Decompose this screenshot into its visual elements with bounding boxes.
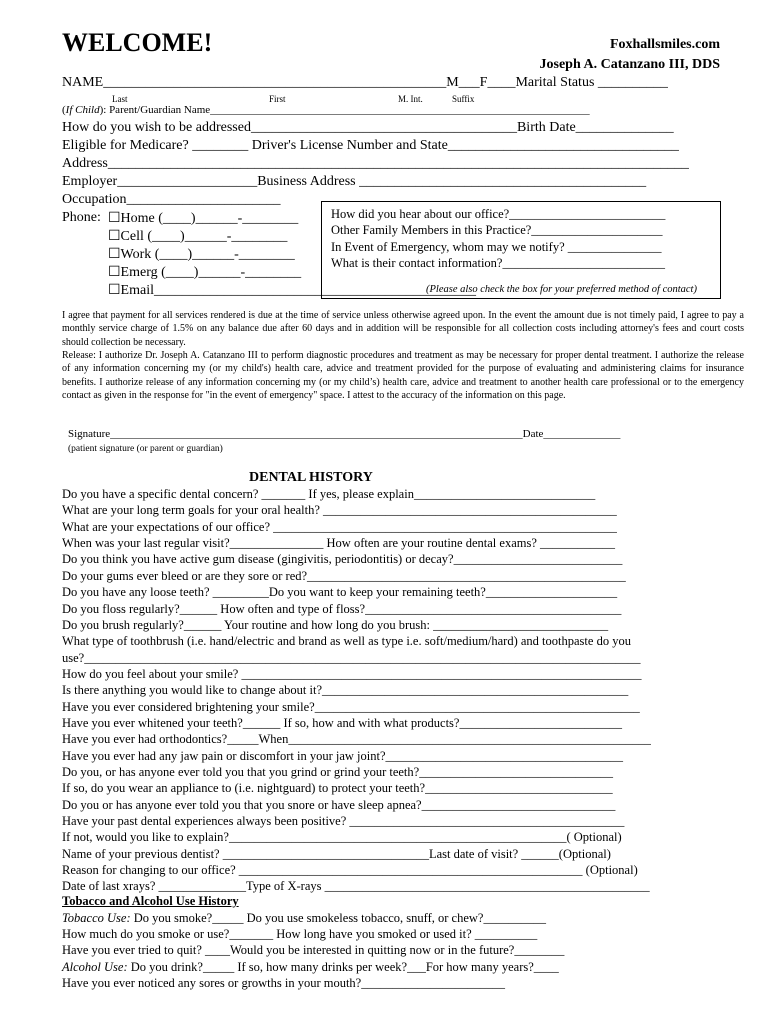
website-link[interactable]: Foxhallsmiles.com: [609, 37, 720, 52]
dental-question[interactable]: What are your expectations of our office? _______________________________________________________: [62, 519, 617, 534]
dental-question[interactable]: Reason for changing to our office? _______________________________________________________ (Optional): [62, 863, 638, 877]
name-sub-suffix: Suffix: [452, 94, 475, 104]
occupation-field[interactable]: Occupation______________________: [62, 192, 281, 207]
tobacco-question-text: Do you smoke?_____ Do you use smokeless tobacco, snuff, or chew?__________: [130, 911, 546, 925]
dental-question[interactable]: Have you ever whitened your teeth?______ If so, how and with what products?__________________________: [62, 715, 622, 730]
medicare-field[interactable]: Eligible for Medicare? ________ Driver's License Number and State_________________________________: [62, 138, 679, 153]
dental-question[interactable]: Name of your previous dentist? _________________________________Last date of visit? ______(Optional): [62, 846, 611, 861]
name-sub-first: First: [269, 94, 286, 104]
dental-question[interactable]: What type of toothbrush (i.e. hand/electric and brand as well as type i.e. soft/medium/hard) and toothpaste do you: [62, 634, 631, 649]
name-sub-last: Last: [112, 94, 128, 104]
mouth-sores-question[interactable]: Have you ever noticed any sores or growths in your mouth?_______________________: [62, 976, 505, 990]
payment-agreement: I agree that payment for all services rendered is due at the time of service unless otherwise agreed upon. In the event the amount due is not timely paid, I agree to pay a monthly service charge of 1.5% on any balance due after 60 days and in addition will be responsible for all collection costs including attorney's fees and court costs should collection be necessary.: [62, 310, 744, 348]
dental-question[interactable]: Is there anything you would like to change about it?_________________________________________________: [62, 683, 629, 698]
smoke-amount-question[interactable]: How much do you smoke or use?_______ How long have you smoked or used it? __________: [62, 927, 538, 941]
address-field[interactable]: Address___________________________________________________________________________________: [62, 156, 689, 171]
phone-work[interactable]: ☐Work (____)______-________: [108, 247, 295, 262]
dental-question[interactable]: Do you or has anyone ever told you that you snore or have sleep apnea?_______________________________: [62, 797, 616, 812]
tobacco-alcohol-title: Tobacco and Alcohol Use History: [62, 894, 239, 908]
parent-guardian-line: ): Parent/Guardian Name_____________________________________________________________________: [99, 104, 590, 116]
emergency-contact-question[interactable]: In Event of Emergency, whom may we notify? _______________: [331, 240, 662, 254]
phone-home[interactable]: ☐Home (____)______-________: [108, 211, 299, 226]
dental-question[interactable]: How do you feel about your smile? ________________________________________________________________: [62, 666, 642, 681]
dental-question[interactable]: use?_________________________________________________________________________________________: [62, 650, 641, 665]
alcohol-label: Alcohol Use:: [62, 960, 128, 974]
dental-question[interactable]: Have you ever considered brightening your smile?____________________________________________________: [62, 699, 640, 714]
signature-field[interactable]: Signature___________________________________________________________________________Date______________: [68, 428, 621, 440]
employer-field[interactable]: Employer____________________Business Address _________________________________________: [62, 174, 647, 189]
addressed-field[interactable]: How do you wish to be addressed______________________________________Birth Date______________: [62, 120, 674, 135]
referral-question[interactable]: How did you hear about our office?_________________________: [331, 207, 666, 221]
dental-question[interactable]: When was your last regular visit?_______________ How often are your routine dental exams? ____________: [62, 536, 615, 550]
dental-question[interactable]: Date of last xrays? ______________Type of X-rays ____________________________________________________: [62, 879, 650, 894]
name-sub-mint: M. Int.: [398, 94, 423, 104]
tobacco-label: Tobacco Use:: [62, 911, 131, 925]
quit-question[interactable]: Have you ever tried to quit? ____Would you be interested in quitting now or in the future?________: [62, 943, 565, 957]
dental-question[interactable]: Have you ever had any jaw pain or discomfort in your jaw joint?______________________________________: [62, 748, 624, 763]
dental-question[interactable]: Do your gums ever bleed or are they sore or red?___________________________________________________: [62, 568, 626, 583]
email-note: (Please also check the box for your preferred method of contact): [426, 284, 697, 295]
release-agreement: Release: I authorize Dr. Joseph A. Catanzano III to perform diagnostic procedures and treatment as may be necessary for proper dental treatment. I authorize the release of any information concerning my (or my child's) health care, advice and treatment provided for the purpose of evaluating and administering claims for insurance benefits. I authorize release of any information concerning my (or my child’s) health care, advice and treatment to another health care professional or to the emergency contact as given in the response for "in the event of emergency" space. I attest to the accuracy of the information on this page.: [62, 350, 744, 402]
email-field[interactable]: ☐Email______________________________________________: [108, 283, 476, 298]
parent-guardian-field[interactable]: (If Child): Parent/Guardian Name_____________________________________________________________________: [62, 104, 590, 116]
signature-note: (patient signature (or parent or guardian): [68, 444, 223, 454]
tobacco-use-question[interactable]: [62, 911, 546, 926]
dental-question[interactable]: If not, would you like to explain?______________________________________________________( Optional): [62, 830, 622, 845]
contact-info-question[interactable]: What is their contact information?__________________________: [331, 256, 665, 270]
dental-history-title: DENTAL HISTORY: [249, 470, 373, 485]
phone-emerg[interactable]: ☐Emerg (____)______-________: [108, 265, 302, 280]
page-title: WELCOME!: [62, 28, 213, 57]
dental-question[interactable]: Do you think you have active gum disease (gingivitis, periodontitis) or decay?___________________________: [62, 552, 623, 567]
phone-cell[interactable]: ☐Cell (____)______-________: [108, 229, 288, 244]
dental-question[interactable]: Do you, or has anyone ever told you that you grind or grind your teeth?_______________________________: [62, 765, 613, 779]
name-field[interactable]: NAME_________________________________________________M___F____Marital Status __________: [62, 75, 668, 90]
dental-question[interactable]: Do you have any loose teeth? _________Do you want to keep your remaining teeth?_____________________: [62, 585, 618, 600]
family-members-question[interactable]: Other Family Members in this Practice?_____________________: [331, 223, 663, 237]
dental-question[interactable]: What are your long term goals for your oral health? _______________________________________________: [62, 503, 617, 518]
dental-question[interactable]: Do you have a specific dental concern? _______ If yes, please explain_____________________________: [62, 487, 596, 501]
dental-question[interactable]: Have your past dental experiences always been positive? ____________________________________________: [62, 814, 625, 828]
alcohol-question-text: Do you drink?_____ If so, how many drinks per week?___For how many years?____: [127, 960, 559, 974]
dental-question[interactable]: Do you brush regularly?______ Your routine and how long do you brush: ____________________________: [62, 617, 609, 632]
phone-label: Phone:: [62, 210, 101, 225]
if-child-label: If Child: [65, 104, 100, 116]
dental-question[interactable]: Do you floss regularly?______ How often and type of floss?_________________________________________: [62, 601, 622, 616]
dental-question[interactable]: Have you ever had orthodontics?_____When__________________________________________________________: [62, 732, 651, 747]
alcohol-use-question[interactable]: [62, 960, 559, 975]
dental-question[interactable]: If so, do you wear an appliance to (i.e. nightguard) to protect your teeth?______________________________: [62, 781, 613, 796]
doctor-name: Joseph A. Catanzano III, DDS: [539, 57, 720, 72]
